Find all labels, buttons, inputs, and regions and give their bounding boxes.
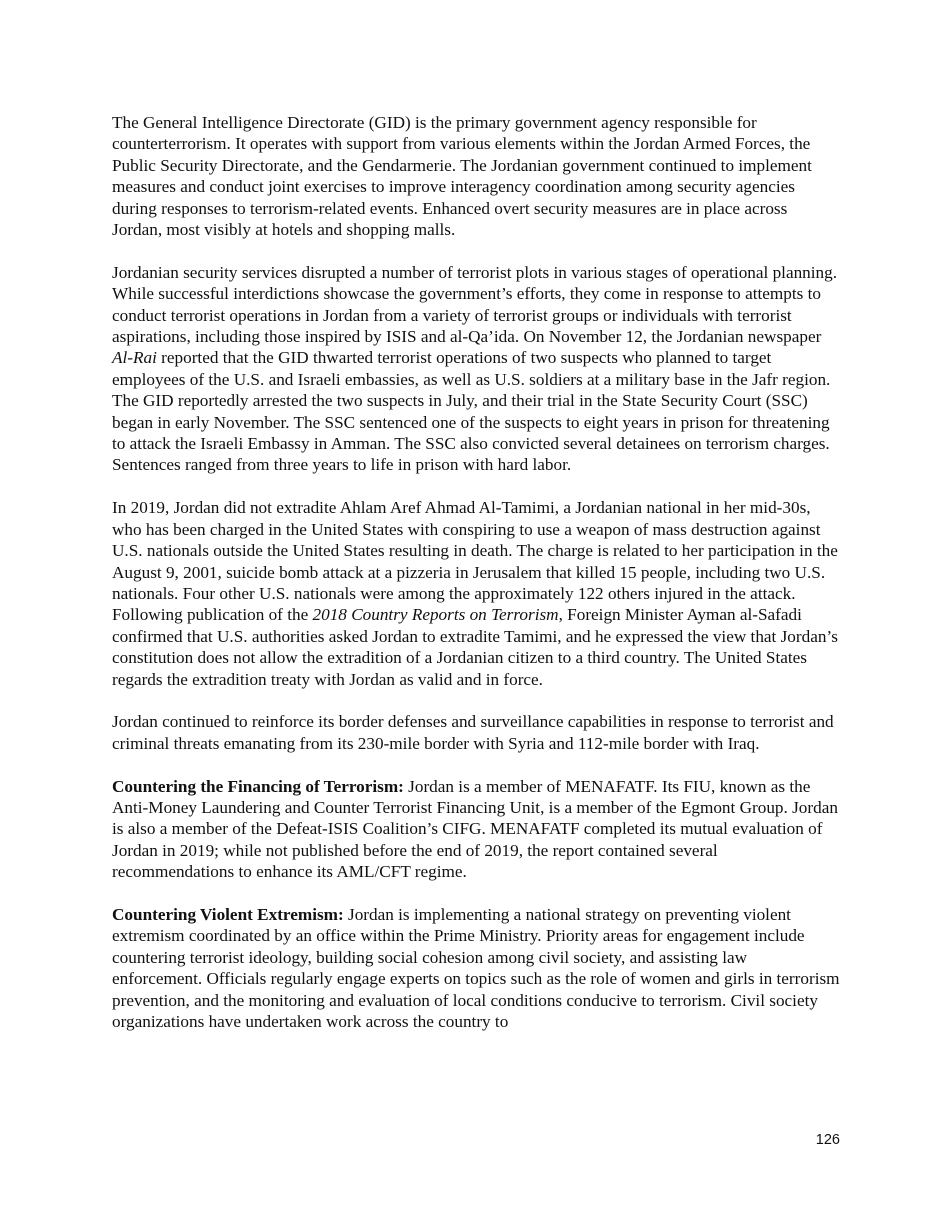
document-page (112, 112, 840, 1054)
paragraph-border-defenses-text: Jordan continued to reinforce its border defenses and surveillance capabilities in response to terrorist and criminal threats emanating from its 230-mile border with Syria and 112-mile border with Iraq. (112, 712, 834, 753)
paragraph-extradition-text-2: , Foreign Minister Ayman al-Safadi confirmed that U.S. authorities asked Jordan to extradite Tamimi, and he expressed the view that Jordan’s constitution does not allow the extradition of a Jordanian citizen to a third country. The United States regards the extradition treaty with Jordan as valid and in force. (112, 605, 838, 689)
section-heading-violent-extremism: Countering Violent Extremism: (112, 904, 344, 924)
paragraph-terrorist-plots-text-2: reported that the GID thwarted terrorist operations of two suspects who planned to target employees of the U.S. and Israeli embassies, as well as U.S. soldiers at a military base in the Jafr region. The GID reportedly arrested the two suspects in July, and their trial in the State Security Court (SSC) began in early November. The SSC sentenced one of the suspects to eight years in prison for threatening to attack the Israeli Embassy in Amman. The SSC also convicted several detainees on terrorism charges. Sentences ranged from three years to life in prison with hard labor. (112, 348, 831, 475)
paragraph-terrorist-plots-text-1: Jordanian security services disrupted a number of terrorist plots in various stages of operational planning. While successful interdictions showcase the government’s efforts, they come in response to attempts to conduct terrorist operations in Jordan from a variety of terrorist groups or individuals with terrorist aspirations, including those inspired by ISIS and al-Qa’ida. On November 12, the Jordanian newspaper (112, 262, 838, 347)
report-title: 2018 Country Reports on Terrorism (312, 605, 559, 625)
paragraph-terrorist-plots (112, 262, 840, 476)
paragraph-financing-text: Jordan is a member of MENAFATF. Its FIU, known as the Anti-Money Laundering and Counter Terrorist Financing Unit, is a member of the Egmont Group. Jordan is also a member of the Defeat-ISIS Coalition’s CIFG. MENAFATF completed its mutual evaluation of Jordan in 2019; while not published before the end of 2019, the report contained several recommendations to enhance its AML/CFT regime. (112, 776, 838, 882)
paragraph-extradition-text-1: In 2019, Jordan did not extradite Ahlam Aref Ahmad Al-Tamimi, a Jordanian national in her mid-30s, who has been charged in the United States with conspiring to use a weapon of mass destruction against U.S. nationals outside the United States resulting in death. The charge is related to her participation in the August 9, 2001, suicide bomb attack at a pizzeria in Jerusalem that killed 15 people, including two U.S. nationals. Four other U.S. nationals were among the approximately 122 others injured in the attack. Following publication of the (112, 498, 838, 625)
section-heading-financing: Countering the Financing of Terrorism: (112, 776, 404, 796)
paragraph-extradition (112, 497, 840, 690)
newspaper-title: Al-Rai (112, 348, 157, 368)
paragraph-violent-extremism-text: Jordan is implementing a national strategy on preventing violent extremism coordinated by an office within the Prime Ministry. Priority areas for engagement include countering terrorist ideology, building social cohesion among civil society, and assisting law enforcement. Officials regularly engage experts on topics such as the role of women and girls in terrorism prevention, and the monitoring and evaluation of local conditions conducive to terrorism. Civil society organizations have undertaken work across the country to (112, 904, 840, 1031)
paragraph-gid-text: The General Intelligence Directorate (GID) is the primary government agency responsible for counterterrorism. It operates with support from various elements within the Jordan Armed Forces, the Public Security Directorate, and the Gendarmerie. The Jordanian government continued to implement measures and conduct joint exercises to improve interagency coordination among security agencies during responses to terrorism-related events. Enhanced overt security measures are in place across Jordan, most visibly at hotels and shopping malls. (112, 113, 812, 240)
page-number: 126 (815, 1132, 840, 1148)
paragraph-financing (112, 776, 840, 883)
paragraph-border-defenses (112, 711, 840, 754)
paragraph-violent-extremism (112, 904, 840, 1032)
paragraph-gid (112, 112, 840, 240)
